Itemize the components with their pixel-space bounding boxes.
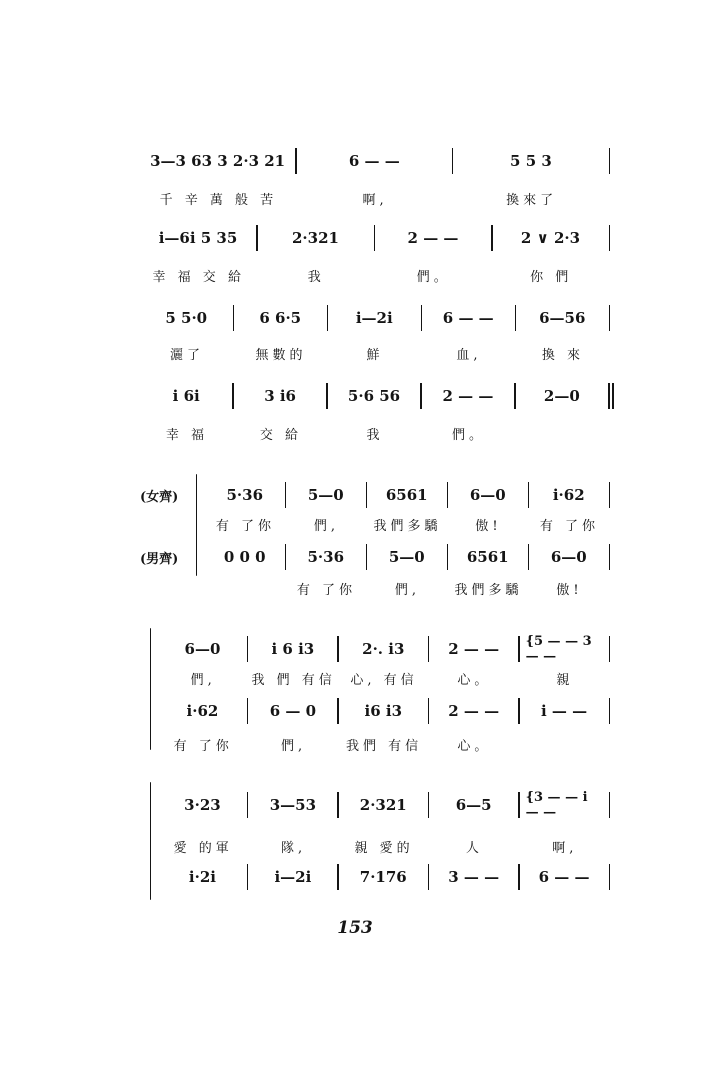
measure: 5 5·0 — [165, 309, 208, 327]
lyric: 我 — [307, 269, 325, 285]
double-barline — [608, 383, 610, 409]
lyric: 們。 — [416, 269, 451, 285]
lyric: 我們多驕 — [373, 518, 442, 534]
lyric: 灑了 — [169, 347, 204, 363]
measure: 6 — — — [538, 868, 590, 886]
lyric: 你 們 — [530, 269, 573, 285]
measure: {5 — — 3 — — — [525, 634, 592, 664]
measure: 7·176 — [359, 868, 407, 886]
lyric: 們。 — [451, 427, 486, 443]
barline — [609, 792, 611, 818]
lyrics-row — [205, 514, 610, 534]
measure: 6 6·5 — [259, 309, 302, 327]
measure: i·62 — [186, 702, 219, 720]
measure: 6—0 — [550, 548, 587, 566]
measure: 6 — 0 — [269, 702, 317, 720]
lyrics-row — [158, 668, 610, 688]
measure: {3 — — i — — — [525, 790, 588, 820]
measure: 5—0 — [307, 486, 344, 504]
measure: 0 0 0 — [223, 548, 266, 566]
measure: 3—3 63 3 2·3 21 — [150, 152, 286, 170]
lyric: 傲! — [475, 518, 502, 534]
notation-row — [140, 383, 610, 409]
lyric: 啊, — [362, 192, 388, 208]
lyrics-row — [158, 734, 610, 754]
notation-row — [140, 225, 610, 251]
measure: 5·6 56 — [347, 387, 401, 405]
lyric: 愛 的軍 — [173, 840, 233, 856]
lyric: 親 — [556, 672, 574, 688]
barline — [609, 698, 611, 724]
lyric: 幸 福 — [165, 427, 209, 443]
system-brace — [150, 628, 151, 750]
measure: i·2i — [188, 868, 216, 886]
measure: 2—0 — [543, 387, 580, 405]
page-number: 153 — [337, 918, 373, 938]
notation-row — [140, 148, 610, 174]
lyric: 們, — [394, 582, 421, 598]
measure: 3—53 — [269, 796, 317, 814]
measure: 6561 — [385, 486, 428, 504]
measure: 5·36 — [226, 486, 264, 504]
barline — [609, 864, 611, 890]
lyrics-row — [205, 578, 610, 598]
lyric: 們, — [281, 738, 307, 754]
lyric: 換來了 — [506, 192, 558, 208]
female-part-label: (女齊) — [140, 490, 179, 505]
barline — [609, 305, 611, 331]
lyric: 親 愛的 — [354, 840, 414, 856]
lyric: 交 給 — [259, 427, 303, 443]
measure: 2 ∨ 2·3 — [520, 229, 581, 247]
barline — [609, 225, 611, 251]
measure: 5·36 — [307, 548, 345, 566]
part-brace — [196, 474, 197, 576]
lyrics-row — [140, 188, 610, 208]
measure: 6—0 — [184, 640, 221, 658]
lyric: 我們多驕 — [454, 582, 523, 598]
lyrics-row — [158, 836, 610, 856]
measure: i — — — [541, 702, 588, 720]
lyric: 我 — [366, 427, 384, 443]
notation-row — [205, 544, 610, 570]
lyric: 我 們 有信 — [251, 672, 336, 688]
barline — [609, 482, 611, 508]
measure: i—2i — [355, 309, 393, 327]
notation-row — [140, 305, 610, 331]
lyric: 鮮 — [366, 347, 384, 363]
measure: i6 i3 — [364, 702, 403, 720]
lyrics-row — [140, 265, 610, 285]
lyric: 無數的 — [255, 347, 307, 363]
measure: 3·23 — [184, 796, 221, 814]
lyrics-row — [140, 423, 610, 443]
notation-row — [158, 792, 610, 818]
lyric: 們, — [313, 518, 340, 534]
notation-row — [158, 864, 610, 890]
male-part-label: (男齊) — [140, 552, 179, 567]
notation-row — [158, 698, 610, 724]
notation-row — [158, 636, 610, 662]
lyric: 們, — [190, 672, 216, 688]
barline — [609, 636, 611, 662]
notation-row — [205, 482, 610, 508]
lyric: 血, — [456, 347, 482, 363]
measure: 6 — — — [348, 152, 400, 170]
measure: i 6i — [172, 387, 200, 405]
measure: i—2i — [274, 868, 312, 886]
measure: i 6 i3 — [271, 640, 315, 658]
measure: 2·321 — [359, 796, 407, 814]
measure: 3 i6 — [264, 387, 296, 405]
measure: i—6i 5 35 — [158, 229, 238, 247]
system-brace — [150, 782, 151, 900]
lyric: 人 — [465, 840, 483, 856]
measure: 6—5 — [455, 796, 492, 814]
lyric: 換 來 — [541, 347, 585, 363]
lyric: 千 辛 萬 般 苦 — [159, 192, 278, 208]
measure: 5 5 3 — [510, 152, 552, 170]
measure: 2·. i3 — [362, 640, 405, 658]
measure: 3 — — — [448, 868, 500, 886]
measure: 2·321 — [292, 229, 339, 247]
measure: 2 — — — [442, 387, 494, 405]
measure: 2 — — — [448, 640, 500, 658]
lyric: 我們 有信 — [345, 738, 423, 754]
lyric: 有 了你 — [173, 738, 233, 754]
measure: 2 — — — [407, 229, 459, 247]
lyric: 傲! — [556, 582, 583, 598]
lyric: 隊, — [281, 840, 307, 856]
lyric: 有 了你 — [215, 518, 276, 534]
barline — [609, 148, 611, 174]
lyric: 有 了你 — [539, 518, 600, 534]
measure: 6—0 — [469, 486, 506, 504]
measure: i·62 — [552, 486, 585, 504]
measure: 6 — — — [442, 309, 494, 327]
measure: 6561 — [466, 548, 509, 566]
lyric: 心, 有信 — [350, 672, 418, 688]
measure: 5—0 — [388, 548, 425, 566]
lyric: 幸 福 交 給 — [152, 269, 245, 285]
lyric: 心。 — [457, 672, 492, 688]
measure: 2 — — — [448, 702, 500, 720]
lyric: 啊, — [552, 840, 578, 856]
barline — [609, 544, 611, 570]
measure: 6—56 — [539, 309, 586, 327]
lyrics-row — [140, 343, 610, 363]
lyric: 心。 — [457, 738, 492, 754]
lyric: 有 了你 — [296, 582, 357, 598]
